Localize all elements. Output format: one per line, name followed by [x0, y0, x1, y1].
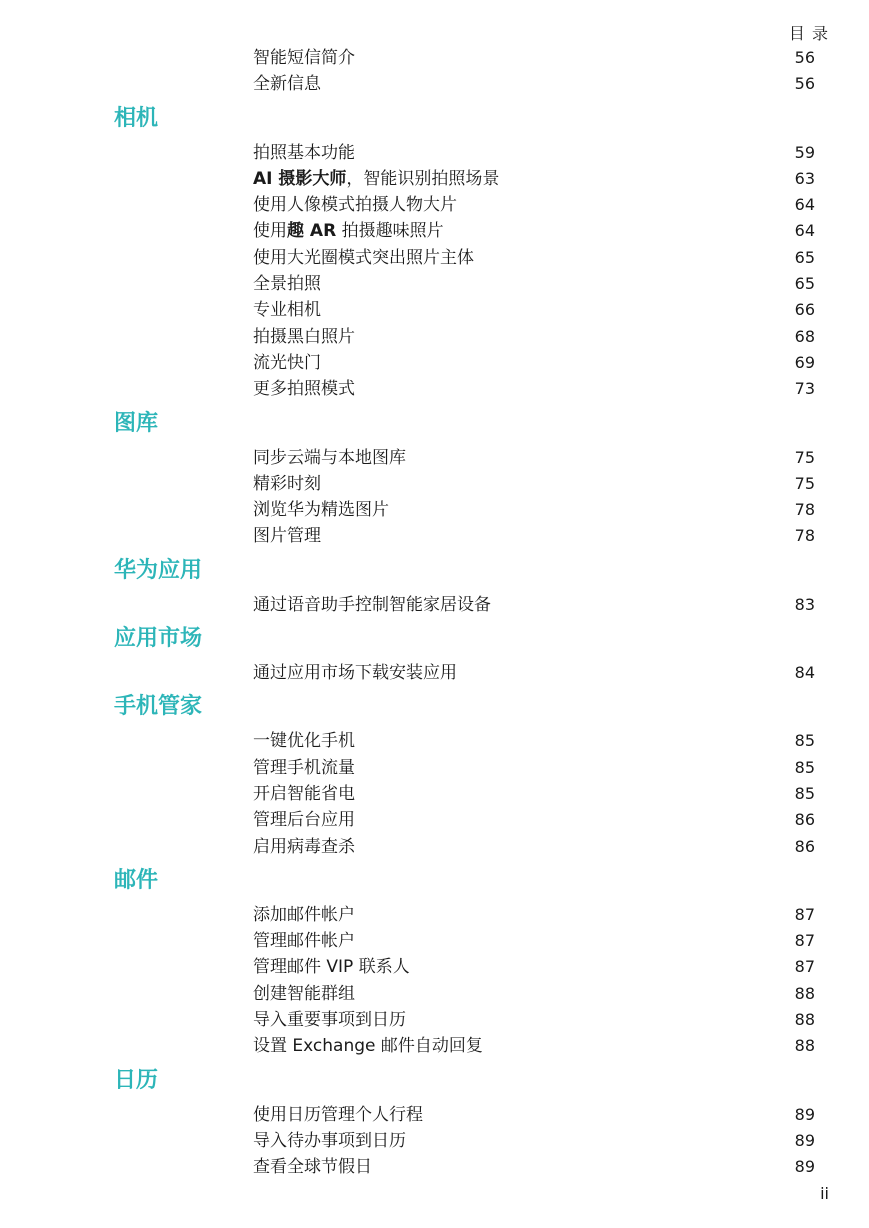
toc-entry-title [253, 954, 410, 980]
toc-entry[interactable] [253, 140, 815, 166]
toc-entry-title [253, 660, 457, 686]
toc-entry[interactable] [253, 218, 815, 244]
toc-entry-page: 59 [794, 142, 815, 162]
toc-entry[interactable] [253, 523, 815, 549]
toc-entry-title-text: 管理邮件 VIP 联系人 [253, 957, 410, 978]
toc-entry-page: 83 [794, 594, 815, 614]
toc-entry-title [253, 1154, 372, 1180]
toc-entry-title-text: 使用人像模式拍摄人物大片 [253, 195, 457, 216]
toc-entry-page: 56 [794, 74, 815, 94]
toc-entry-title-text: 导入重要事项到日历 [253, 1010, 406, 1031]
toc-entry[interactable] [253, 497, 815, 523]
toc-entry[interactable] [253, 1033, 815, 1059]
toc-entry-title [253, 1007, 406, 1033]
toc-entry[interactable] [253, 807, 815, 833]
toc-entry-title [253, 245, 474, 271]
toc-entry-title [253, 1033, 483, 1059]
toc-entry-title-keyword: 趣 AR [287, 221, 337, 242]
toc-entry-title-text: 使用大光圈模式突出照片主体 [253, 247, 474, 268]
toc-entry[interactable] [253, 245, 815, 271]
toc-entry-title [253, 497, 389, 523]
toc-entry-page: 87 [794, 931, 815, 951]
toc-entry-title-text: 全景拍照 [253, 274, 321, 295]
toc-entry[interactable] [253, 781, 815, 807]
toc-entry-page: 65 [794, 247, 815, 267]
toc-entry-title [253, 928, 355, 954]
toc-entry-page: 88 [794, 1010, 815, 1030]
toc-entry[interactable] [253, 376, 815, 402]
toc-entry-page: 89 [794, 1104, 815, 1124]
toc-entry-title-text: 一键优化手机 [253, 731, 355, 752]
toc-entry[interactable] [253, 471, 815, 497]
toc-entry-page: 56 [794, 48, 815, 67]
toc-entry-title-text: 创建智能群组 [253, 983, 355, 1004]
toc-entry-title [253, 728, 355, 754]
toc-entry[interactable] [253, 297, 815, 323]
toc-entry[interactable] [253, 755, 815, 781]
toc-entry-title [253, 271, 321, 297]
toc-entry-page: 75 [794, 447, 815, 467]
toc-entry-title [253, 1102, 423, 1128]
section-title: 华为应用 [114, 557, 203, 583]
toc-entry-title-text: 精彩时刻 [253, 473, 321, 494]
toc-entry[interactable] [253, 166, 815, 192]
toc-entry-title-text: 拍摄趣味照片 [336, 221, 444, 242]
toc-entry-page: 73 [794, 379, 815, 399]
toc-entry-title-text: 拍摄黑白照片 [253, 326, 355, 347]
toc-entry-page: 69 [794, 352, 815, 372]
toc-entry-title-text: 查看全球节假日 [253, 1157, 372, 1178]
toc-entry-title [253, 1128, 406, 1154]
toc-entry-page: 88 [794, 1036, 815, 1056]
toc-entry-title-text: 智能短信简介 [253, 48, 355, 68]
toc-entry-title-text: 全新信息 [253, 74, 321, 95]
toc-entry[interactable] [253, 192, 815, 218]
section-title: 邮件 [114, 867, 159, 893]
toc-entry[interactable] [253, 592, 815, 618]
toc-entry[interactable] [253, 660, 815, 686]
toc-entry-title-text: 设置 Exchange 邮件自动回复 [253, 1036, 483, 1057]
toc-entry-title-text: 同步云端与本地图库 [253, 447, 406, 468]
section-title: 日历 [114, 1067, 159, 1093]
toc-entry-title [253, 902, 355, 928]
section-title: 相机 [114, 105, 159, 131]
toc-entry[interactable] [253, 902, 815, 928]
toc-entry-title-text: 管理后台应用 [253, 810, 355, 831]
toc-entry[interactable] [253, 445, 815, 471]
toc-entry-title [253, 376, 355, 402]
toc-entry-page: 85 [794, 757, 815, 777]
toc-entry[interactable] [253, 1102, 815, 1128]
toc-entry-page: 84 [794, 663, 815, 683]
toc-entry-page: 85 [794, 731, 815, 751]
toc-entry-page: 63 [794, 168, 815, 188]
toc-entry-title-text: 使用日历管理个人行程 [253, 1104, 423, 1125]
table-of-contents [0, 45, 869, 1181]
toc-entry-title [253, 140, 355, 166]
toc-entry-title [253, 192, 457, 218]
toc-entry-title [253, 781, 355, 807]
toc-entry[interactable] [253, 71, 815, 97]
toc-entry-title-text: 管理手机流量 [253, 757, 355, 778]
toc-entry-title [253, 45, 355, 71]
toc-entry-page: 87 [794, 957, 815, 977]
toc-entry-title-text: ，智能识别拍照场景 [346, 168, 500, 189]
toc-entry-title-text: 专业相机 [253, 300, 321, 321]
toc-entry-title-text: 流光快门 [253, 352, 321, 373]
toc-entry-title-text: 拍照基本功能 [253, 142, 355, 163]
toc-entry-title [253, 324, 355, 350]
toc-entry-title [253, 807, 355, 833]
page-number: ii [820, 1184, 829, 1203]
toc-entry-page: 64 [794, 195, 815, 215]
toc-entry-title-prefix: 使用 [253, 221, 287, 242]
toc-entry[interactable] [253, 350, 815, 376]
toc-entry-title [253, 445, 406, 471]
toc-entry-title-text: 通过语音助手控制智能家居设备 [253, 594, 491, 615]
toc-entry-page: 88 [794, 983, 815, 1003]
toc-entry[interactable] [253, 1128, 815, 1154]
toc-entry-title [253, 71, 321, 97]
toc-entry-page: 75 [794, 473, 815, 493]
page-header: 目 录 [788, 24, 829, 43]
toc-entry-title [253, 471, 321, 497]
toc-entry[interactable] [253, 1154, 815, 1180]
toc-entry-title-text: 通过应用市场下载安装应用 [253, 663, 457, 684]
section-title: 应用市场 [114, 626, 203, 652]
toc-entry-title-text: 添加邮件帐户 [253, 904, 355, 925]
toc-entry-title-text: 更多拍照模式 [253, 379, 355, 400]
toc-entry-page: 66 [794, 300, 815, 320]
toc-entry[interactable] [253, 45, 815, 71]
toc-entry-title-text: 开启智能省电 [253, 783, 355, 804]
toc-entry[interactable] [253, 1007, 815, 1033]
toc-entry-page: 89 [794, 1130, 815, 1150]
toc-entry-title [253, 350, 321, 376]
toc-entry-page: 86 [794, 836, 815, 856]
toc-entry-title-text: 启用病毒查杀 [253, 836, 355, 857]
toc-entry-page: 78 [794, 526, 815, 546]
toc-entry-title [253, 592, 491, 618]
toc-entry-page: 64 [794, 221, 815, 241]
toc-entry-title [253, 218, 444, 244]
toc-entry[interactable] [253, 324, 815, 350]
toc-entry-title-text: 导入待办事项到日历 [253, 1130, 406, 1151]
toc-entry-page: 89 [794, 1157, 815, 1177]
toc-entry[interactable] [253, 834, 815, 860]
toc-entry-title-text: 图片管理 [253, 526, 321, 547]
section-title: 图库 [114, 410, 159, 436]
section-title: 手机管家 [114, 694, 203, 720]
toc-entry[interactable] [253, 928, 815, 954]
toc-entry-title-text: 管理邮件帐户 [253, 931, 355, 952]
toc-entry-title [253, 297, 321, 323]
toc-entry-page: 86 [794, 810, 815, 830]
toc-entry-title [253, 755, 355, 781]
toc-entry-title-keyword: AI 摄影大师 [253, 168, 347, 189]
toc-entry[interactable] [253, 954, 815, 980]
toc-entry[interactable] [253, 728, 815, 754]
toc-entry-title [253, 166, 499, 192]
toc-entry[interactable] [253, 981, 815, 1007]
toc-entry-title-text: 浏览华为精选图片 [253, 500, 389, 521]
toc-entry-page: 87 [794, 904, 815, 924]
toc-entry-page: 78 [794, 500, 815, 520]
toc-entry-page: 85 [794, 783, 815, 803]
toc-entry-page: 68 [794, 326, 815, 346]
toc-entry[interactable] [253, 271, 815, 297]
toc-entry-page: 65 [794, 274, 815, 294]
toc-entry-title [253, 834, 355, 860]
toc-entry-title [253, 981, 355, 1007]
toc-entry-title [253, 523, 321, 549]
